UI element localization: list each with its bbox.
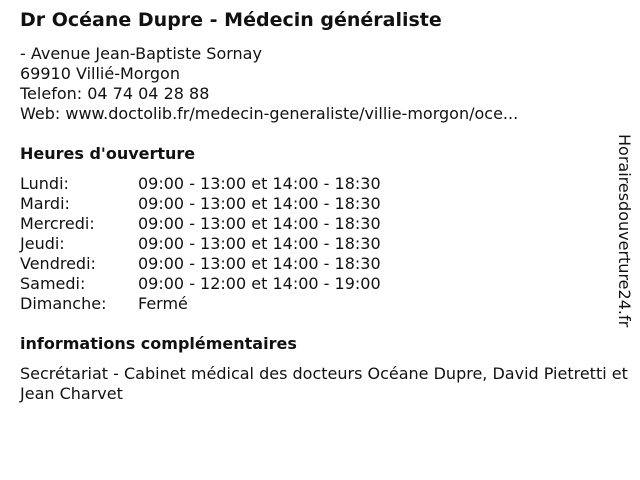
hours-day: Dimanche: bbox=[20, 294, 107, 313]
additional-info-text: Secrétariat - Cabinet médical des docteurs Océane Dupre, David Pietretti et Jean Charvet bbox=[20, 364, 628, 403]
phone-number: Telefon: 04 74 04 28 88 bbox=[20, 84, 210, 103]
hours-day: Vendredi: bbox=[20, 254, 96, 273]
hours-day: Mardi: bbox=[20, 194, 70, 213]
address-block bbox=[20, 44, 518, 124]
hours-day: Mercredi: bbox=[20, 214, 95, 233]
city-address: 69910 Villié-Morgon bbox=[20, 64, 180, 83]
additional-info-heading: informations complémentaires bbox=[20, 334, 297, 353]
hours-day: Lundi: bbox=[20, 174, 69, 193]
hours-day: Samedi: bbox=[20, 274, 86, 293]
hours-day: Jeudi: bbox=[20, 234, 65, 253]
hours-time: 09:00 - 13:00 et 14:00 - 18:30 bbox=[138, 194, 381, 213]
hours-time: Fermé bbox=[138, 294, 188, 313]
hours-time: 09:00 - 13:00 et 14:00 - 18:30 bbox=[138, 214, 381, 233]
page-title: Dr Océane Dupre - Médecin généraliste bbox=[20, 9, 442, 31]
opening-hours-heading: Heures d'ouverture bbox=[20, 144, 196, 163]
street-address: - Avenue Jean-Baptiste Sornay bbox=[20, 44, 262, 63]
hours-time: 09:00 - 13:00 et 14:00 - 18:30 bbox=[138, 174, 381, 193]
hours-time: 09:00 - 13:00 et 14:00 - 18:30 bbox=[138, 234, 381, 253]
hours-time: 09:00 - 12:00 et 14:00 - 19:00 bbox=[138, 274, 381, 293]
website-link[interactable]: Web: www.doctolib.fr/medecin-generaliste/villie-morgon/oce... bbox=[20, 104, 519, 123]
site-watermark: Horairesdouverture24.fr bbox=[615, 134, 634, 328]
hours-time: 09:00 - 13:00 et 14:00 - 18:30 bbox=[138, 254, 381, 273]
